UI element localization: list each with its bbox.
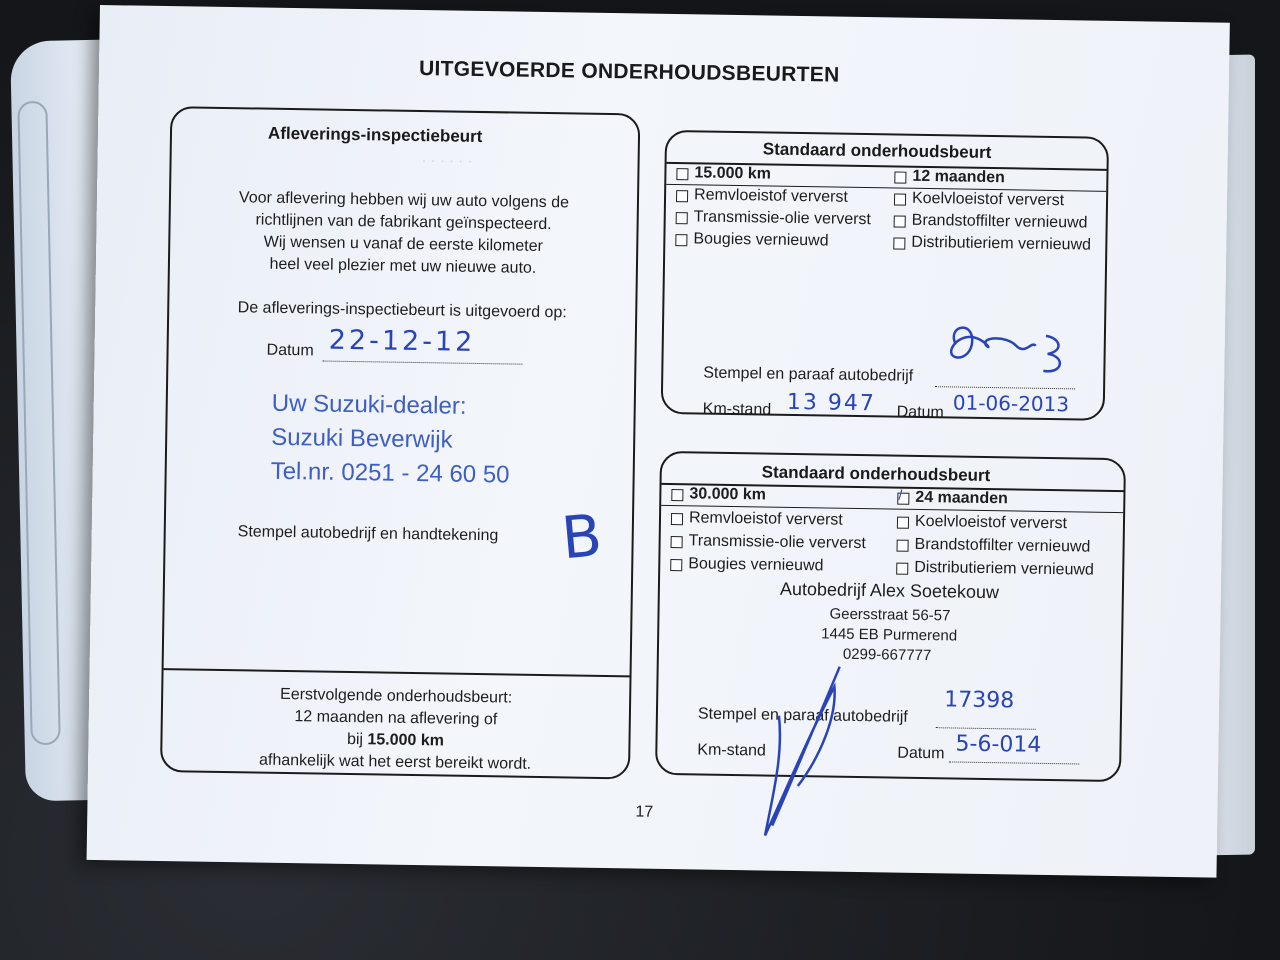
dealer-stamp-street: Geersstraat 56-57 xyxy=(829,605,951,625)
item-timing-belt-2: Distributieriem vernieuwd xyxy=(914,558,1095,579)
item-fuel-filter-2: Brandstoffilter vernieuwd xyxy=(914,535,1091,556)
checkbox-transmission-oil-2[interactable] xyxy=(671,536,683,548)
handwritten-date: 22-12-12 xyxy=(328,324,476,358)
checkbox-30000-km[interactable] xyxy=(671,489,683,501)
delivery-inspection-box xyxy=(160,106,640,779)
next-service-km: 15.000 km xyxy=(367,731,445,750)
page-rim xyxy=(17,101,60,745)
dealer-stamp-line-3: Tel.nr. 0251 - 24 60 50 xyxy=(270,457,510,489)
km-stand-label-1: Km-stand xyxy=(702,400,772,419)
dealer-stamp-name: Autobedrijf Alex Soetekouw xyxy=(779,578,1000,603)
service-box-15000 xyxy=(661,130,1109,421)
next-service-prefix: bij xyxy=(346,730,368,749)
item-coolant: Koelvloeistof ververst xyxy=(911,189,1065,210)
intro-line-2: richtlijnen van de fabrikant geïnspecteerd. xyxy=(255,211,552,234)
dealer-stamp-line-1: Uw Suzuki-dealer: xyxy=(271,389,467,420)
item-transmission-oil-2: Transmissie-olie ververst xyxy=(688,532,866,553)
checkbox-spark-plugs[interactable] xyxy=(675,234,687,246)
dealer-stamp-city: 1445 EB Purmerend xyxy=(821,625,958,645)
intro-line-4: heel veel plezier met uw nieuwe auto. xyxy=(269,255,537,277)
date-label-1: Datum xyxy=(896,403,944,422)
stamp-paraaf-label-1: Stempel en paraaf autobedrijf xyxy=(703,364,914,385)
page-number: 17 xyxy=(635,803,654,821)
item-coolant-2: Koelvloeistof ververst xyxy=(914,512,1068,533)
item-timing-belt: Distributieriem vernieuwd xyxy=(911,233,1092,254)
date-value-1: 01-06-2013 xyxy=(952,390,1070,417)
checkbox-24-months[interactable]: / xyxy=(897,493,909,505)
item-transmission-oil: Transmissie-olie ververst xyxy=(693,208,872,229)
km-interval-2: 30.000 km xyxy=(689,485,767,504)
next-service-line-2: 12 maanden na aflevering of xyxy=(294,708,498,729)
page-title: UITGEVOERDE ONDERHOUDSBEURTEN xyxy=(418,57,840,87)
dealer-stamp-line-2: Suzuki Beverwijk xyxy=(271,423,453,454)
km-stand-label-2: Km-stand xyxy=(697,741,766,760)
item-spark-plugs: Bougies vernieuwd xyxy=(693,230,829,250)
ghost-text: · · · · · · xyxy=(421,152,473,170)
month-interval-1: 12 maanden xyxy=(912,167,1006,187)
booklet-page xyxy=(87,5,1230,878)
km-handwritten-2: 17398 xyxy=(943,687,1015,714)
service-heading-2: Standaard onderhoudsbeurt xyxy=(761,462,991,486)
next-service-line-4: afhankelijk wat het eerst bereikt wordt. xyxy=(258,751,532,773)
checkbox-15000-km[interactable] xyxy=(676,168,688,180)
checkbox-brake-fluid-2[interactable] xyxy=(671,513,683,525)
checkbox-timing-belt[interactable] xyxy=(893,237,905,249)
stamp-line-1 xyxy=(935,386,1075,389)
checkbox-coolant-2[interactable] xyxy=(897,517,909,529)
next-service-line-1: Eerstvolgende onderhoudsbeurt: xyxy=(279,685,513,707)
intro-line-3: Wij wensen u vanaf de eerste kilometer xyxy=(263,233,544,255)
paraaf-signature-1 xyxy=(935,314,1076,386)
next-service-line-3 xyxy=(162,728,628,753)
intro-line-1: Voor aflevering hebben wij uw auto volgens de xyxy=(238,189,570,212)
service-heading-1: Standaard onderhoudsbeurt xyxy=(762,139,992,163)
item-spark-plugs-2: Bougies vernieuwd xyxy=(688,555,824,575)
month-interval-2: 24 maanden xyxy=(915,488,1008,508)
date-line-2 xyxy=(949,761,1079,764)
checkbox-fuel-filter[interactable] xyxy=(894,215,906,227)
item-brake-fluid-2: Remvloeistof ververst xyxy=(688,509,843,529)
large-signature-stroke xyxy=(737,655,870,847)
checkbox-fuel-filter-2[interactable] xyxy=(897,540,909,552)
inspection-done-text: De afleverings-inspectiebeurt is uitgevoerd op: xyxy=(237,299,567,322)
checkbox-brake-fluid[interactable] xyxy=(676,190,688,202)
item-brake-fluid: Remvloeistof ververst xyxy=(693,186,849,206)
date-label: Datum xyxy=(266,341,314,360)
checkbox-transmission-oil[interactable] xyxy=(676,212,688,224)
dealer-stamp-phone: 0299-667777 xyxy=(842,645,932,665)
date-label-2: Datum xyxy=(897,744,945,763)
km-interval-1: 15.000 km xyxy=(694,164,772,183)
km-stand-value-1: 13 947 xyxy=(786,389,877,417)
stamp-signature-label: Stempel autobedrijf en handtekening xyxy=(237,523,499,545)
handwritten-signature: B xyxy=(558,500,605,573)
checkbox-timing-belt-2[interactable] xyxy=(896,563,908,575)
item-fuel-filter: Brandstoffilter vernieuwd xyxy=(911,211,1088,232)
checkbox-spark-plugs-2[interactable] xyxy=(670,559,682,571)
date-line xyxy=(322,361,522,365)
delivery-heading: Afleverings-inspectiebeurt xyxy=(267,123,483,147)
divider xyxy=(164,668,630,677)
stamp-paraaf-label-2: Stempel en paraaf autobedrijf xyxy=(697,705,908,726)
checkbox-12-months[interactable] xyxy=(894,171,906,183)
checkbox-coolant[interactable] xyxy=(894,193,906,205)
stamp-line-2 xyxy=(936,727,1036,730)
service-box-30000 xyxy=(655,451,1126,782)
date-value-2: 5-6-014 xyxy=(955,731,1042,758)
